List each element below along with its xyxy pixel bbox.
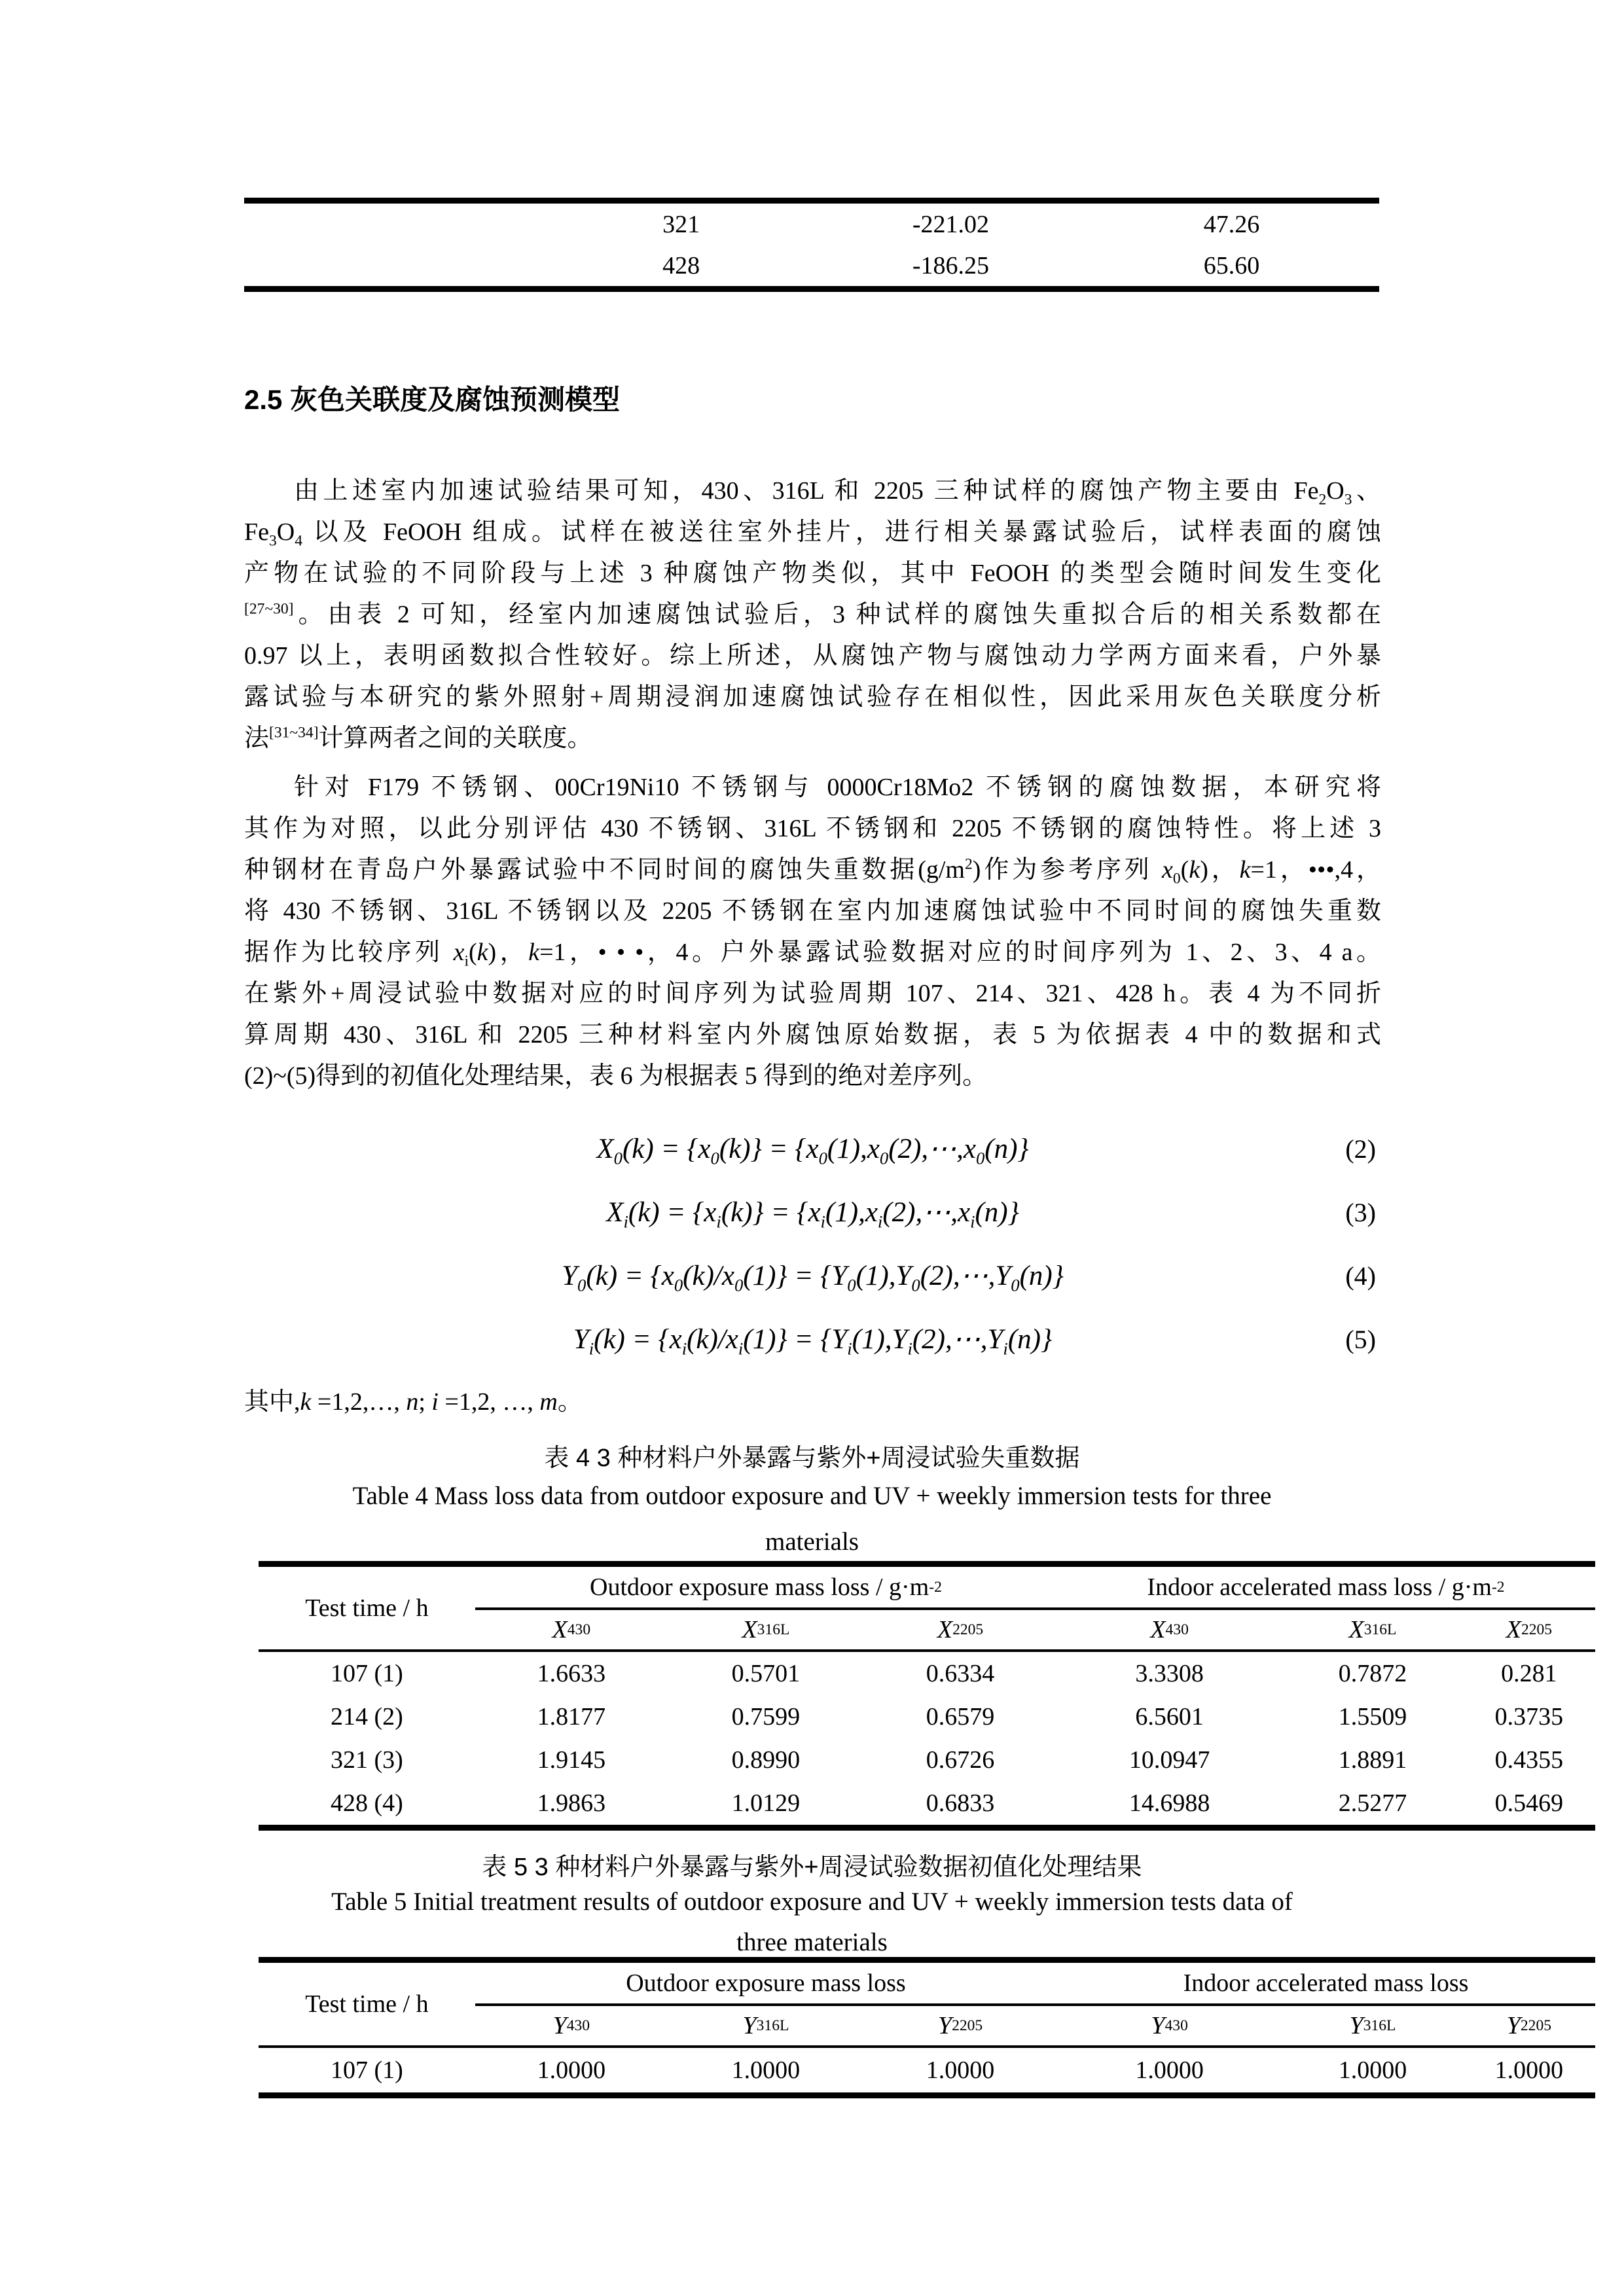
table4-cell: 1.5509 [1338,1703,1407,1731]
table5-title-zh: 表 5 3 种材料户外暴露与紫外+周浸试验数据初值化处理结果 [482,1854,1142,1881]
table4-cell: 107 (1) [330,1660,403,1687]
equation-number: (5) [1345,1325,1376,1354]
paragraph-line: 其作为对照，以此分别评估 430 不锈钢、316L 不锈钢和 2205 不锈钢的腐蚀特性。将上述 3 [244,815,1381,842]
equation-4 [244,1257,1381,1296]
table4 [259,1561,1595,1831]
table5-header-outdoor: Outdoor exposure mass loss [475,1963,1056,2006]
table4-cell: 0.4355 [1494,1746,1564,1774]
table4-title-en-cont: materials [765,1528,859,1556]
table4-cell: 6.5601 [1135,1703,1204,1731]
table4-cell: 0.7872 [1338,1660,1407,1687]
table4-subheader: X 316L [1282,1610,1463,1652]
table4-title-en: Table 4 Mass loss data from outdoor exposure and UV + weekly immersion tests for three [352,1482,1272,1510]
paragraph-line: 由上述室内加速试验结果可知，430、316L 和 2205 三种试样的腐蚀产物主要由 $Fe_2O_3$、 [294,477,1381,509]
table4-cell: 1.0129 [731,1789,801,1817]
table-cell: 321 [662,210,700,238]
table4-cell: 2.5277 [1338,1789,1407,1817]
paragraph-line: 将 430 不锈钢、316L 不锈钢以及 2205 不锈钢在室内加速腐蚀试验中不同时间的腐蚀失重数 [244,897,1381,925]
table4-header-time: Test time / h [259,1567,475,1652]
table4-title-zh: 表 4 3 种材料户外暴露与紫外+周浸试验失重数据 [544,1444,1080,1472]
table-cell: 428 [662,251,700,279]
table4-cell: 0.3735 [1494,1703,1564,1731]
paragraph-line: 据作为比较序列 $x_i(k)$，k=1，• • •，4。户外暴露试验数据对应的时间序列为 1、2、3、4 a。 [244,939,1381,970]
table-cell: 65.60 [1203,251,1260,279]
table4-header-indoor: Indoor accelerated mass loss / g·m -2 [1056,1567,1595,1610]
table4-cell: 1.8177 [537,1703,606,1731]
equation-body: $Y_i(k) = \{x_i(k)/x_i(1)\}$ = $\{Y_i(1),Y_i(2),\cdots,Y_i(n)\}$ [573,1324,1053,1359]
table4-cell: 0.6726 [926,1746,995,1774]
table4-header-outdoor: Outdoor exposure mass loss / g·m -2 [475,1567,1056,1610]
equation-2 [244,1130,1381,1169]
table4-cell: 1.9145 [537,1746,606,1774]
table5-subheader: Y 430 [475,2006,668,2048]
paragraph-line: 针对 F179 不锈钢、00Cr19Ni10 不锈钢与 0000Cr18Mo2 不锈钢的腐蚀数据，本研究将 [294,774,1381,801]
table4-cell: 0.7599 [731,1703,801,1731]
table4-cell: 214 (2) [330,1703,403,1731]
table5-cell: 1.0000 [1494,2056,1564,2084]
table5 [259,1957,1595,2098]
table-cell: -221.02 [912,210,989,238]
paragraph-line: 法[31~34]计算两者之间的关联度。 [244,724,592,752]
table5-subheader: Y 316L [668,2006,864,2048]
equation-where-clause: 其中,k =1,2,…, n; i =1,2, …, m。 [244,1388,583,1416]
table5-header-time: Test time / h [259,1963,475,2048]
table5-subheader: Y 430 [1056,2006,1282,2048]
table4-cell: 3.3308 [1135,1660,1204,1687]
table4-cell: 0.6579 [926,1703,995,1731]
table4-subheader: X 2205 [1463,1610,1595,1652]
table5-cell: 1.0000 [926,2056,995,2084]
table5-subheader: Y 2205 [1463,2006,1595,2048]
equation-number: (4) [1345,1261,1376,1291]
table4-cell: 0.5469 [1494,1789,1564,1817]
table4-cell: 0.281 [1501,1660,1557,1687]
paragraph-line: 产物在试验的不同阶段与上述 3 种腐蚀产物类似，其中 FeOOH 的类型会随时间发生变化 [244,560,1381,587]
paragraph-line: 种钢材在青岛户外暴露试验中不同时间的腐蚀失重数据$(g/m^2)$作为参考序列 $x_0(k)$，k=1，•••,4， [244,855,1381,888]
table-cell: -186.25 [912,251,989,279]
table5-cell: 1.0000 [731,2056,801,2084]
equation-body: $Y_0(k) = \{x_0(k)/x_0(1)\}$ = $\{Y_0(1),Y_0(2),\cdots,Y_0(n)\}$ [562,1261,1064,1295]
table4-subheader: X 430 [475,1610,668,1652]
table5-title-en-cont: three materials [736,1928,888,1956]
paragraph-line: 在紫外+周浸试验中数据对应的时间序列为试验周期 107、214、321、428 h。表 4 为不同折 [244,980,1381,1007]
table4-cell: 10.0947 [1128,1746,1210,1774]
table-cell-spacer [244,204,545,245]
table5-title-en: Table 5 Initial treatment results of outdoor exposure and UV + weekly immersion tests data of [331,1888,1293,1916]
table4-subheader: X 430 [1056,1610,1282,1652]
paragraph-2 [244,767,1381,1097]
equation-5 [244,1320,1381,1359]
paragraph-1 [244,471,1381,759]
paragraph-line: (2)~(5)得到的初值化处理结果，表 6 为根据表 5 得到的绝对差序列。 [244,1062,988,1090]
table4-cell: 428 (4) [330,1789,403,1817]
table5-cell: 107 (1) [330,2056,403,2084]
table4-cell: 1.9863 [537,1789,606,1817]
table5-cell: 1.0000 [1135,2056,1204,2084]
equation-body: $X_0(k) = \{x_0(k)\}$ = $\{x_0(1),x_0(2),\cdots,x_0(n)\}$ [596,1134,1029,1168]
paragraph-line: 露试验与本研究的紫外照射+周期浸润加速腐蚀试验存在相似性，因此采用灰色关联度分析 [244,683,1381,711]
table5-cell: 1.0000 [537,2056,606,2084]
paragraph-line: 0.97 以上，表明函数拟合性较好。综上所述，从腐蚀产物与腐蚀动力学两方面来看，户外暴 [244,642,1381,670]
equation-number: (3) [1345,1198,1376,1227]
table4-subheader: X 316L [668,1610,864,1652]
paragraph-line: $Fe_3O_4$ 以及 FeOOH 组成。试样在被送往室外挂片，进行相关暴露试验后，试样表面的腐蚀 [244,518,1381,550]
previous-table-fragment [244,198,1379,292]
table-cell: 47.26 [1203,210,1260,238]
table-cell-spacer [244,245,545,286]
table5-subheader: Y 2205 [864,2006,1056,2048]
table4-cell: 1.8891 [1338,1746,1407,1774]
section-heading: 2.5 灰色关联度及腐蚀预测模型 [244,384,621,415]
table4-cell: 0.5701 [731,1660,801,1687]
table4-subheader: X 2205 [864,1610,1056,1652]
table5-header-indoor: Indoor accelerated mass loss [1056,1963,1595,2006]
equation-number: (2) [1345,1134,1376,1164]
table5-subheader: Y 316L [1282,2006,1463,2048]
table4-cell: 321 (3) [330,1746,403,1774]
table4-cell: 0.6334 [926,1660,995,1687]
table5-cell: 1.0000 [1338,2056,1407,2084]
table4-cell: 14.6988 [1128,1789,1210,1817]
table4-cell: 0.8990 [731,1746,801,1774]
equation-3 [244,1193,1381,1232]
equation-body: $X_i(k) = \{x_i(k)\}$ = $\{x_i(1),x_i(2),\cdots,x_i(n)\}$ [606,1197,1019,1232]
paragraph-line: 算周期 430、316L 和 2205 三种材料室内外腐蚀原始数据，表 5 为依据表 4 中的数据和式 [244,1021,1381,1049]
table4-cell: 1.6633 [537,1660,606,1687]
table4-cell: 0.6833 [926,1789,995,1817]
paragraph-line: [27~30]。由表 2 可知，经室内加速腐蚀试验后，3 种试样的腐蚀失重拟合后的相关系数都在 [244,600,1381,628]
